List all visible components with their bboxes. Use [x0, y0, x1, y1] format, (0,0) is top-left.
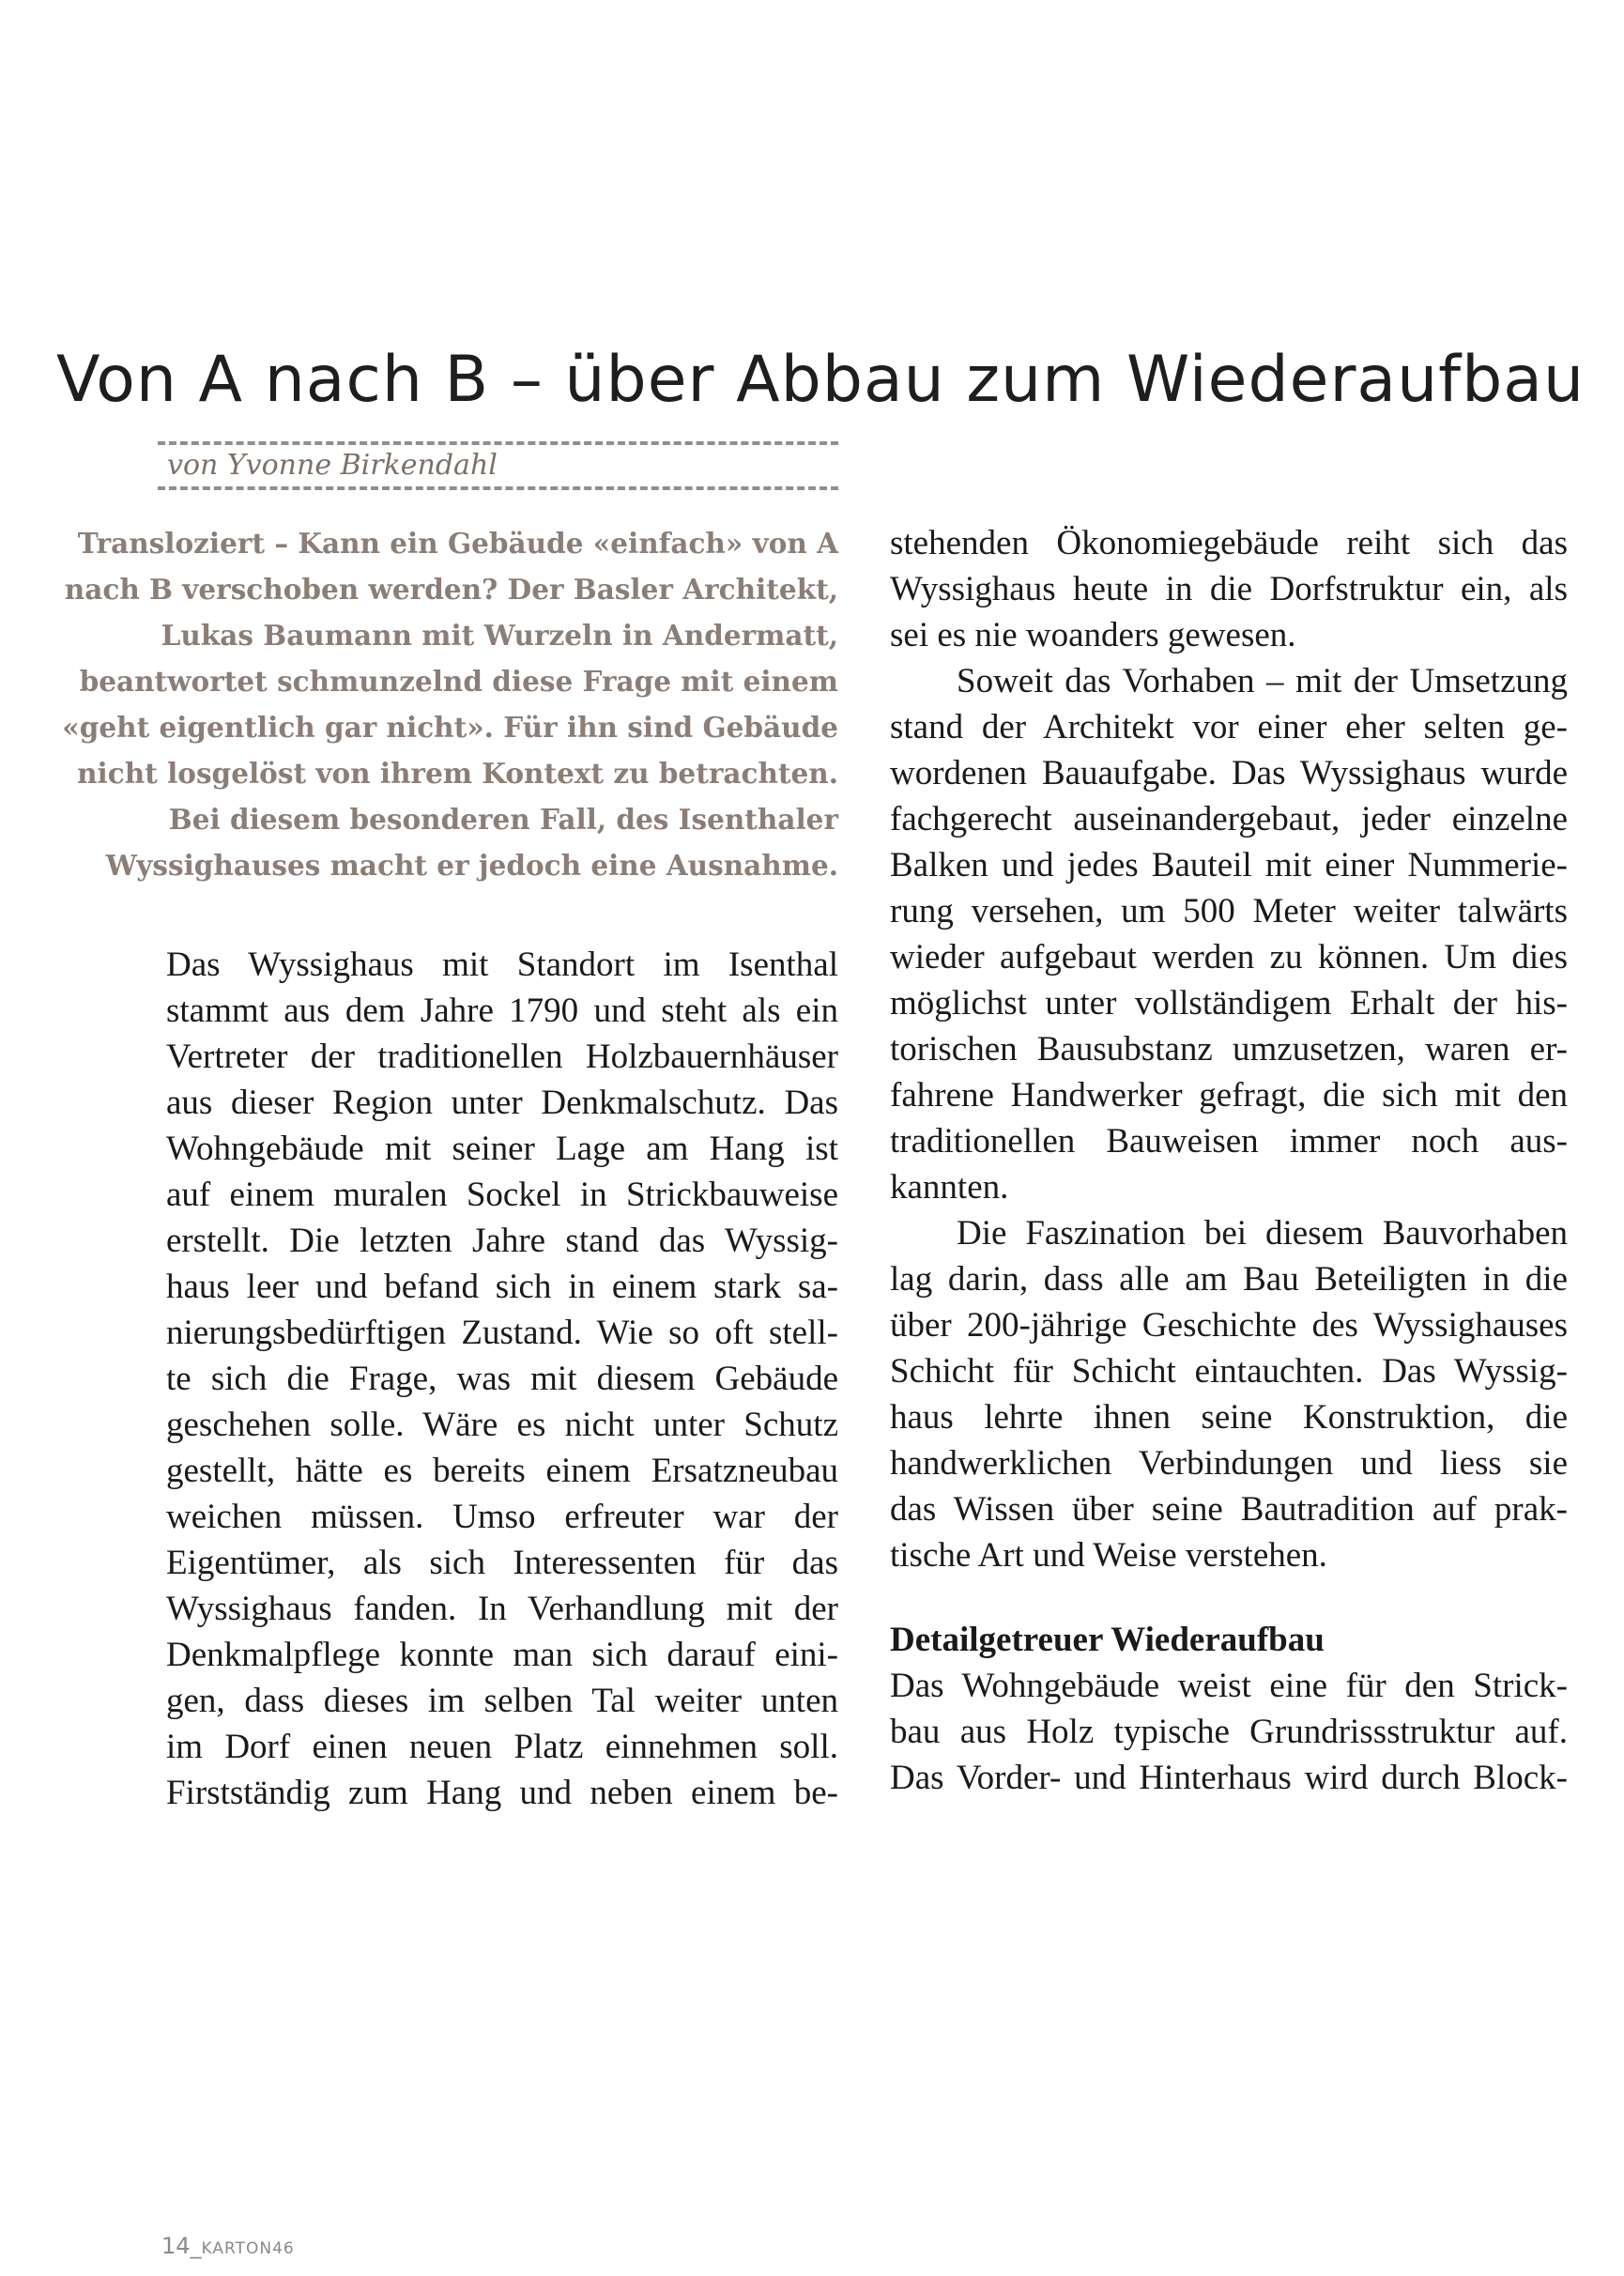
- body-line: rung versehen, um 500 Meter weiter talwärts: [890, 892, 1568, 930]
- body-line: tische Art und Weise verstehen.: [890, 1536, 1327, 1575]
- body-line: im Dorf einen neuen Platz einnehmen soll.: [166, 1728, 838, 1766]
- body-line: traditionellen Bauweisen immer noch aus-: [890, 1122, 1568, 1161]
- body-line: Vertreter der traditionellen Holzbauernhäuser: [166, 1038, 838, 1076]
- lead-line: «geht eigentlich gar nicht». Für ihn sind Gebäude: [62, 711, 838, 744]
- body-line: stammt aus dem Jahre 1790 und steht als ein: [166, 992, 838, 1030]
- body-line: bau aus Holz typische Grundrissstruktur auf.: [890, 1713, 1568, 1751]
- lead-line: Wyssighauses macht er jedoch eine Ausnahme.: [105, 849, 838, 882]
- body-line: gen, dass dieses im selben Tal weiter unten: [166, 1682, 838, 1720]
- byline-block: [158, 441, 838, 490]
- body-line: te sich die Frage, was mit diesem Gebäude: [166, 1360, 838, 1398]
- body-line: stehenden Ökonomiegebäude reiht sich das: [890, 524, 1568, 562]
- body-line: nierungsbedürftigen Zustand. Wie so oft stell-: [166, 1314, 838, 1352]
- body-line: möglichst unter vollständigem Erhalt der his-: [890, 984, 1568, 1023]
- body-line: Schicht für Schicht eintauchten. Das Wyssig-: [890, 1352, 1568, 1391]
- paragraph: [890, 1663, 1568, 1801]
- body-line: gestellt, hätte es bereits einem Ersatzneubau: [166, 1452, 838, 1490]
- article-lead: [56, 520, 838, 888]
- body-line: Die Faszination bei diesem Bauvorhaben: [957, 1214, 1568, 1253]
- page-number: 14: [161, 2233, 191, 2259]
- byline-author: von Yvonne Birkendahl: [167, 449, 498, 482]
- body-line: Das Vorder- und Hinterhaus wird durch Block-: [890, 1759, 1568, 1797]
- lead-line: nicht losgelöst von ihrem Kontext zu betrachten.: [77, 757, 838, 790]
- paragraph-gap: [890, 1578, 1568, 1617]
- body-line: kannten.: [890, 1168, 1009, 1207]
- body-line: erstellt. Die letzten Jahre stand das Wyssig-: [166, 1222, 838, 1260]
- lead-line: Bei diesem besonderen Fall, des Isenthaler: [168, 803, 838, 836]
- body-line: sei es nie woanders gewesen.: [890, 616, 1296, 654]
- byline-top-rule: [158, 441, 838, 445]
- paragraph: [890, 520, 1568, 658]
- body-line: wieder aufgebaut werden zu können. Um dies: [890, 938, 1568, 977]
- page-footer: [161, 2233, 295, 2262]
- section-subheading: Detailgetreuer Wiederaufbau: [890, 1621, 1325, 1659]
- lead-line: Lukas Baumann mit Wurzeln in Andermatt,: [161, 619, 838, 652]
- body-line: Firstständig zum Hang und neben einem be-: [166, 1774, 838, 1812]
- body-line: weichen müssen. Umso erfreuter war der: [166, 1498, 838, 1536]
- body-line: haus leer und befand sich in einem stark sa-: [166, 1268, 838, 1306]
- body-line: geschehen solle. Wäre es nicht unter Schutz: [166, 1406, 838, 1444]
- body-line: auf einem muralen Sockel in Strickbauweise: [166, 1176, 838, 1214]
- footer-separator: _: [190, 2233, 202, 2259]
- body-line: Wyssighaus heute in die Dorfstruktur ein, als: [890, 570, 1568, 608]
- body-line: Soweit das Vorhaben – mit der Umsetzung: [957, 662, 1568, 700]
- magazine-name: KARTON46: [201, 2239, 295, 2258]
- body-line: Das Wohngebäude weist eine für den Strick-: [890, 1667, 1568, 1705]
- paragraph: [890, 1210, 1568, 1578]
- body-line: Wohngebäude mit seiner Lage am Hang ist: [166, 1130, 838, 1168]
- body-column-right: [890, 520, 1568, 1801]
- byline-bottom-rule: [158, 486, 838, 490]
- body-column-left: [166, 942, 838, 1816]
- body-line: Denkmalpflege konnte man sich darauf eini-: [166, 1636, 838, 1674]
- body-line: handwerklichen Verbindungen und liess sie: [890, 1444, 1568, 1483]
- body-line: wordenen Bauaufgabe. Das Wyssighaus wurde: [890, 754, 1568, 792]
- body-line: lag darin, dass alle am Bau Beteiligten in die: [890, 1260, 1568, 1299]
- lead-line: beantwortet schmunzelnd diese Frage mit einem: [79, 665, 838, 698]
- body-line: Wyssighaus fanden. In Verhandlung mit der: [166, 1590, 838, 1628]
- lead-line: nach B verschoben werden? Der Basler Architekt,: [64, 573, 838, 606]
- paragraph: [890, 658, 1568, 1210]
- body-line: fachgerecht auseinandergebaut, jeder einzelne: [890, 800, 1568, 838]
- body-line: über 200-jährige Geschichte des Wyssighauses: [890, 1306, 1568, 1345]
- body-line: haus lehrte ihnen seine Konstruktion, die: [890, 1398, 1568, 1437]
- body-line: aus dieser Region unter Denkmalschutz. Das: [166, 1084, 838, 1122]
- body-line: Eigentümer, als sich Interessenten für das: [166, 1544, 838, 1582]
- body-line: fahrene Handwerker gefragt, die sich mit den: [890, 1076, 1568, 1115]
- body-line: Balken und jedes Bauteil mit einer Nummerie-: [890, 846, 1568, 884]
- lead-line: Transloziert – Kann ein Gebäude «einfach» von A: [77, 527, 838, 560]
- body-line: torischen Bausubstanz umzusetzen, waren er-: [890, 1030, 1568, 1069]
- article-title: Von A nach B – über Abbau zum Wiederaufbau: [56, 343, 1586, 417]
- body-line: das Wissen über seine Bautradition auf prak-: [890, 1490, 1568, 1529]
- body-line: Das Wyssighaus mit Standort im Isenthal: [166, 946, 838, 984]
- body-line: stand der Architekt vor einer eher selten ge-: [890, 708, 1568, 746]
